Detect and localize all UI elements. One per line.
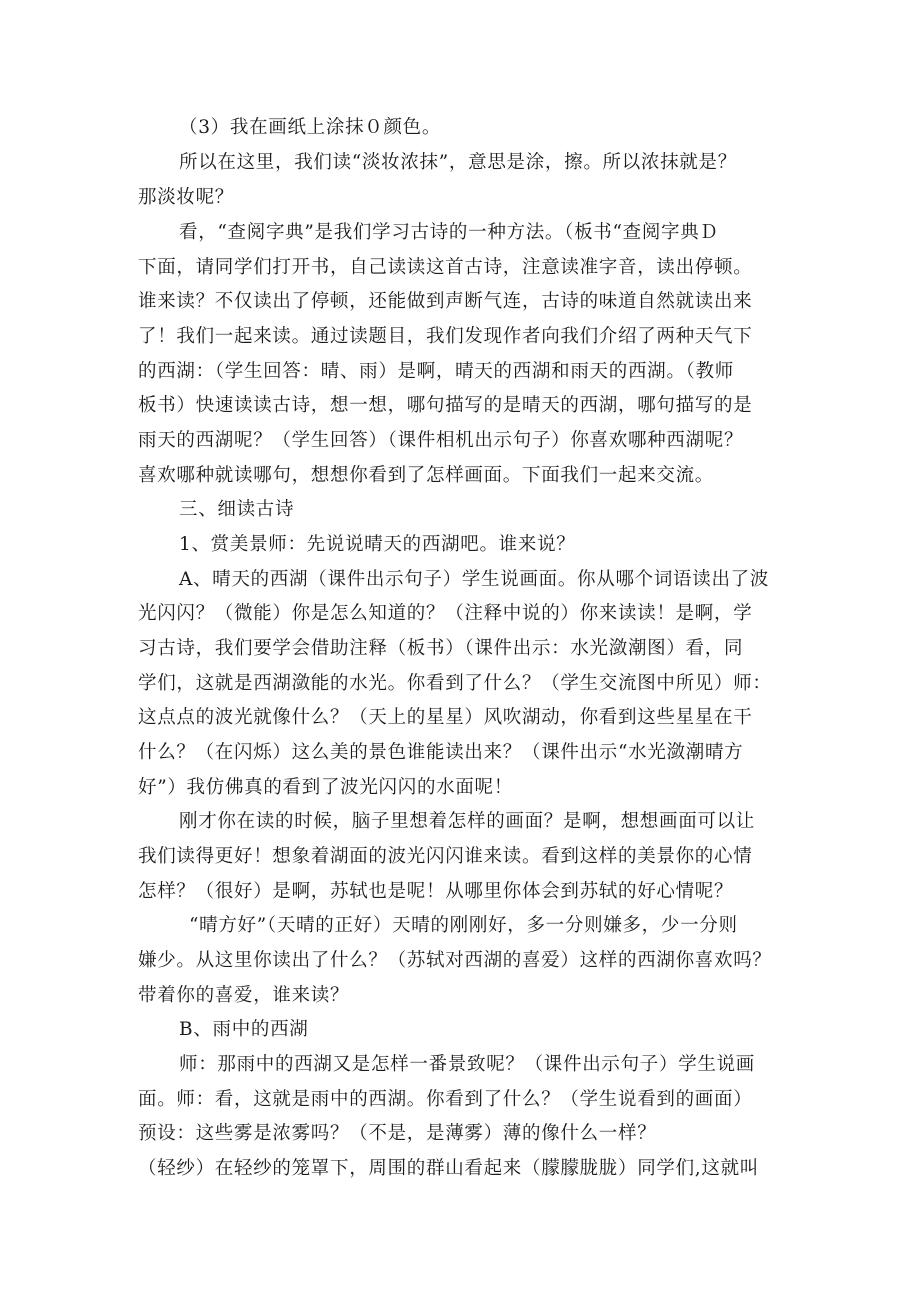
paragraph-line: 预设：这些雾是浓雾吗？（不是，是薄雾）薄的像什么一样？ (138, 1123, 657, 1144)
paragraph-line: 1、赏美景师：先说说晴天的西湖吧。谁来说？ (179, 534, 576, 555)
paragraph-line: （3）我在画纸上涂抹０颜色。 (179, 117, 442, 138)
paragraph-line: 谁来读？不仅读出了停顿，还能做到声断气连，古诗的味道自然就读出来 (138, 291, 753, 312)
paragraph-line: 师：那雨中的西湖又是怎样一番景致呢？（课件出示句子）学生说画 (179, 1054, 756, 1075)
paragraph-line: 雨天的西湖呢？（学生回答）（课件相机出示句子）你喜欢哪种西湖呢？ (138, 430, 744, 451)
paragraph-line: 怎样？（很好）是啊，苏轼也是呢！从哪里你体会到苏轼的好心情呢？ (138, 881, 734, 902)
paragraph-line: 习古诗，我们要学会借助注释（板书）（课件出示：水光潋潮图）看，同 (138, 638, 744, 659)
paragraph-line: 那淡妆呢？ (138, 187, 235, 208)
paragraph-line: 看，“查阅字典”是我们学习古诗的一种方法。（板书“查阅字典Ｄ (179, 222, 719, 243)
paragraph-line: A、晴天的西湖（课件出示句子）学生说画面。你从哪个词语读出了波 (179, 569, 770, 590)
paragraph-line: 带着你的喜爱，谁来读？ (138, 985, 350, 1006)
paragraph-line: “晴方好”（天晴的正好）天晴的刚刚好，多一分则嫌多，少一分则 (189, 915, 738, 936)
paragraph-line: 什么？（在闪烁）这么美的景色谁能读出来？（课件出示“水光潋潮晴方 (138, 742, 744, 763)
paragraph-line: 好”）我仿佛真的看到了波光闪闪的水面呢！ (138, 777, 513, 798)
paragraph-line: 喜欢哪种就读哪句，想想你看到了怎样画面。下面我们一起来交流。 (138, 465, 715, 486)
paragraph-line: 的西湖：（学生回答：晴、雨）是啊，晴天的西湖和雨天的西湖。（教师 (138, 361, 734, 382)
section-heading: 三、细读古诗 (179, 499, 295, 520)
section-heading: B、雨中的西湖 (179, 1019, 309, 1040)
paragraph-line: （轻纱）在轻纱的笼罩下，周围的群山看起来（朦朦胧胧）同学们,这就叫 (138, 1158, 759, 1179)
paragraph-line: 了！我们一起来读。通过读题目，我们发现作者向我们介绍了两种天气下 (138, 326, 753, 347)
paragraph-line: 下面，请同学们打开书，自己读读这首古诗，注意读准字音，读出停顿。 (138, 257, 753, 278)
paragraph-line: 光闪闪？（微能）你是怎么知道的？（注释中说的）你来读读！是啊，学 (138, 603, 753, 624)
paragraph-line: 面。师：看，这就是雨中的西湖。你看到了什么？（学生说看到的画面） (138, 1089, 753, 1110)
paragraph-line: 我们读得更好！想象着湖面的波光闪闪谁来读。看到这样的美景你的心情 (138, 846, 753, 867)
paragraph-line: 嫌少。从这里你读出了什么？（苏轼对西湖的喜爱）这样的西湖你喜欢吗？ (138, 950, 772, 971)
paragraph-line: 板书）快速读读古诗，想一想，哪句描写的是晴天的西湖，哪句描写的是 (138, 395, 753, 416)
paragraph-line: 所以在这里，我们读“淡妆浓抹”，意思是涂，擦。所以浓抹就是？ (179, 152, 737, 173)
paragraph-line: 学们，这就是西湖潋能的水光。你看到了什么？（学生交流图中所见）师： (138, 673, 772, 694)
paragraph-line: 刚才你在读的时候，脑子里想着怎样的画面？是啊，想想画面可以让 (179, 811, 756, 832)
paragraph-line: 这点点的波光就像什么？（天上的星星）风吹湖动，你看到这些星星在干 (138, 707, 753, 728)
